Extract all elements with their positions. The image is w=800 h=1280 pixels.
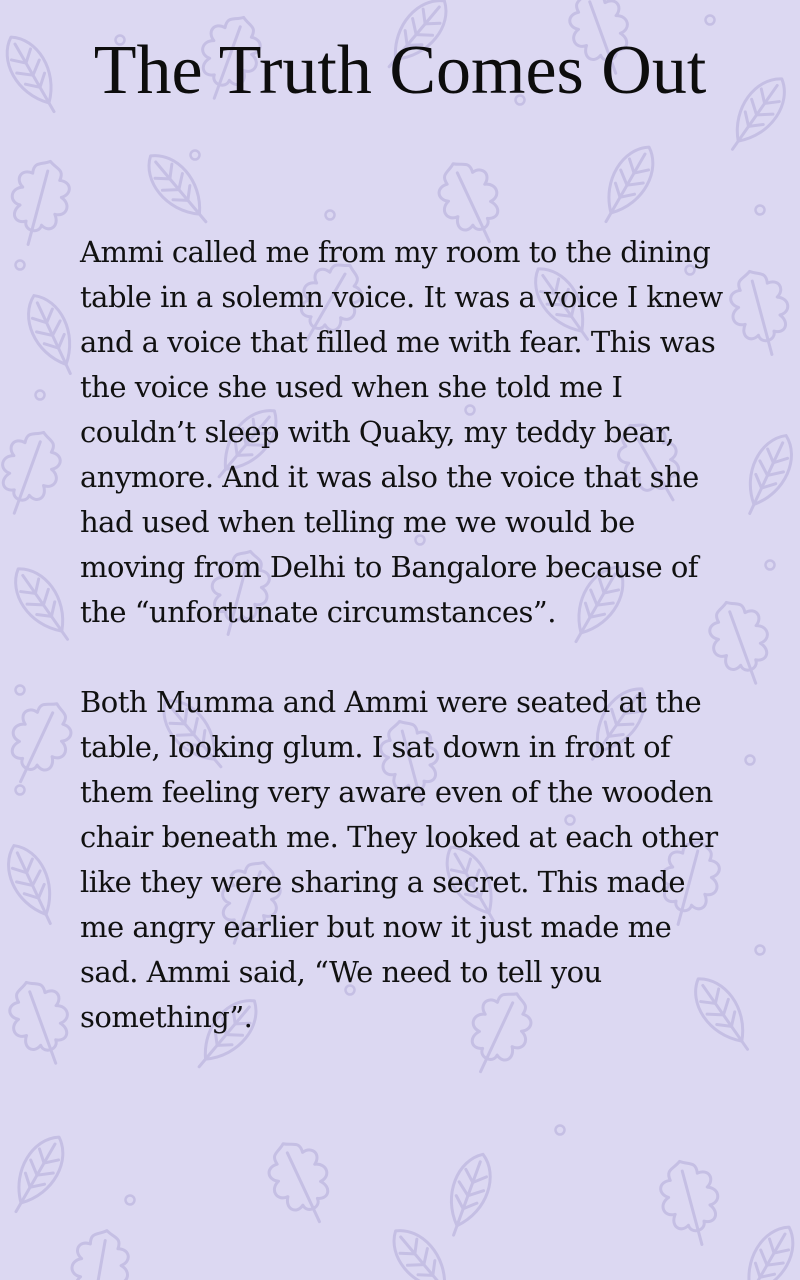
story-body [80,230,730,1085]
story-paragraph: Both Mumma and Ammi were seated at the table, looking glum. I sat down in front of them feeling very aware even of the wooden chair beneath me. They looked at each other like they were sharing a secret. This made me angry earlier but now it just made me sad. Ammi said, “We need to tell you something”. [80,685,718,1034]
page-title: The Truth Comes Out [93,32,707,109]
story-paragraph: Ammi called me from my room to the dining table in a solemn voice. It was a voice I knew and a voice that filled me with fear. This was the voice she used when she told me I couldn’t sleep with Quaky, my teddy bear, anymore. And it was also the voice that she had used when telling me we would be moving from Delhi to Bangalore because of the “unfortunate circumstances”. [80,235,723,629]
